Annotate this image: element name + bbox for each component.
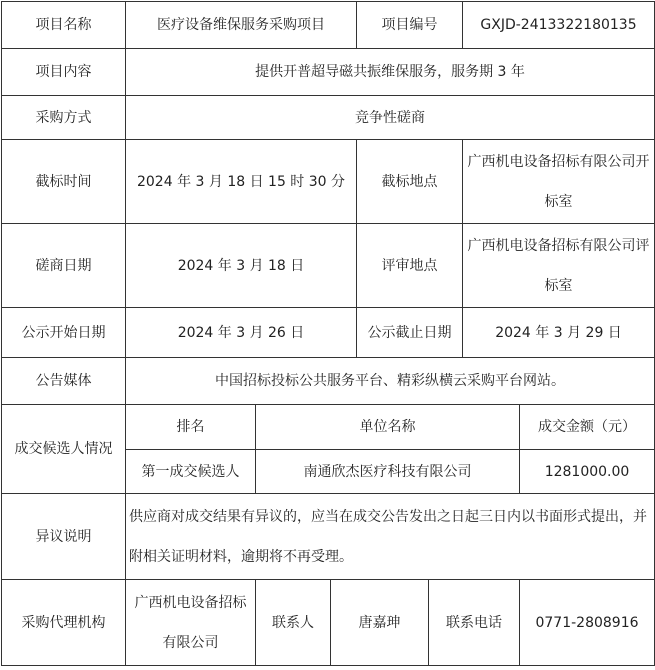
label: 项目名称 [2, 2, 126, 49]
project-name: 医疗设备维保服务采购项目 [126, 2, 357, 49]
deadline-place: 广西机电设备招标有限公司开标室 [463, 140, 655, 224]
label: 采购代理机构 [2, 580, 126, 666]
row-method [2, 96, 655, 140]
row-deadline [2, 140, 655, 224]
agency-name: 广西机电设备招标有限公司 [126, 580, 256, 666]
label: 异议说明 [2, 494, 126, 580]
row-media [2, 358, 655, 405]
label: 截标地点 [357, 140, 463, 224]
publicity-end: 2024 年 3 月 29 日 [463, 308, 655, 358]
label: 评审地点 [357, 224, 463, 308]
label: 公示开始日期 [2, 308, 126, 358]
project-content: 提供开普超导磁共振维保服务，服务期 3 年 [126, 49, 655, 96]
label: 截标时间 [2, 140, 126, 224]
project-code: GXJD-2413322180135 [463, 2, 655, 49]
label: 公告媒体 [2, 358, 126, 405]
row-objection [2, 494, 655, 580]
column-header: 成交金额（元） [520, 405, 655, 450]
contact-person: 唐嘉珅 [331, 580, 429, 666]
label: 联系电话 [429, 580, 520, 666]
label: 项目编号 [357, 2, 463, 49]
media: 中国招标投标公共服务平台、精彩纵横云采购平台网站。 [126, 358, 655, 405]
label: 联系人 [256, 580, 331, 666]
row-candidate-header [2, 405, 655, 450]
label: 采购方式 [2, 96, 126, 140]
label: 公示截止日期 [357, 308, 463, 358]
row-consult [2, 224, 655, 308]
deadline-time: 2024 年 3 月 18 日 15 时 30 分 [126, 140, 357, 224]
column-header: 单位名称 [256, 405, 520, 450]
label: 项目内容 [2, 49, 126, 96]
procurement-method: 竞争性磋商 [126, 96, 655, 140]
rank: 第一成交候选人 [126, 450, 256, 494]
objection-text: 供应商对成交结果有异议的，应当在成交公告发出之日起三日内以书面形式提出，并附相关证明材料，逾期将不再受理。 [126, 494, 655, 580]
row-content [2, 49, 655, 96]
review-place: 广西机电设备招标有限公司评标室 [463, 224, 655, 308]
label: 成交候选人情况 [2, 405, 126, 494]
company: 南通欣杰医疗科技有限公司 [256, 450, 520, 494]
row-project-name [2, 2, 655, 49]
announcement-table [1, 1, 655, 666]
row-publicity [2, 308, 655, 358]
publicity-start: 2024 年 3 月 26 日 [126, 308, 357, 358]
amount: 1281000.00 [520, 450, 655, 494]
contact-phone: 0771-2808916 [520, 580, 655, 666]
column-header: 排名 [126, 405, 256, 450]
row-agency [2, 580, 655, 666]
consult-date: 2024 年 3 月 18 日 [126, 224, 357, 308]
label: 磋商日期 [2, 224, 126, 308]
